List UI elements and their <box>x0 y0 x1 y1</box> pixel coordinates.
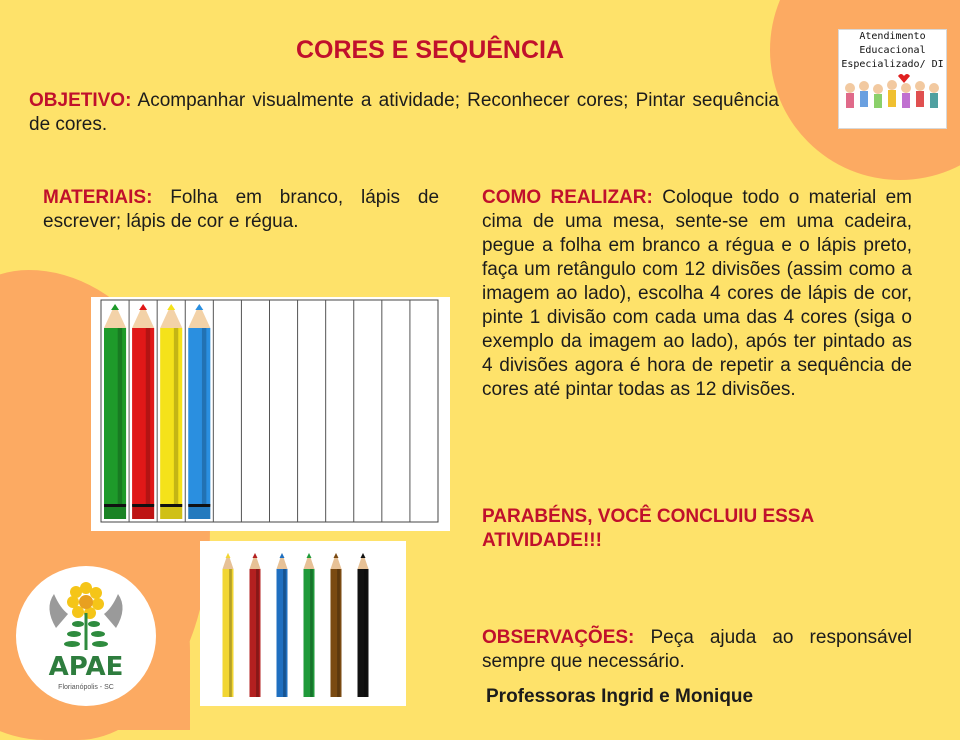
apae-logo <box>16 566 156 706</box>
pencil-lead <box>334 553 339 558</box>
materials-label: MATERIAIS: <box>43 187 153 208</box>
objective-label: OBJETIVO: <box>29 90 132 111</box>
color-sequence-image <box>91 297 450 531</box>
page-title: CORES E SEQUÊNCIA <box>295 36 565 64</box>
aee-logo-line: Especializado/ DI <box>841 59 944 70</box>
children-figures <box>845 74 939 108</box>
materials-text: Folha em branco, lápis de escrever; lápis de cor e régua. <box>43 187 440 232</box>
teachers-credit: Professoras Ingrid e Monique <box>486 686 754 707</box>
sequence-pencil <box>104 304 126 519</box>
observations-text: Peça ajuda ao responsável sempre que necessário. <box>482 627 913 672</box>
children-illustration <box>840 72 945 124</box>
materials-paragraph <box>43 186 439 234</box>
pencil-body <box>104 328 126 506</box>
congrats-message: PARABÉNS, VOCÊ CONCLUIU ESSA ATIVIDADE!!! <box>482 506 814 551</box>
color-sequence-svg <box>91 297 450 531</box>
colored-pencils-image <box>200 541 406 706</box>
sequence-pencil <box>188 304 210 519</box>
pencil-shade <box>337 569 340 697</box>
how-to-paragraph <box>482 186 912 402</box>
sequence-pencil <box>132 304 154 519</box>
pencil-shade <box>364 569 367 697</box>
how-to-text: Coloque todo o material em cima de uma mesa, sente-se em uma cadeira, pegue a folha em branco a régua e o lápis preto, faça um retângulo com 12 divisões (assim como a imagem ao lado), escolha 4 cores de lápis de cor, pinte 1 divisão com cada uma das 4 cores (siga o exemplo da imagem ao lado), após ter pintado as 4 divisões agora é hora de repetir a sequência de cores até pintar todas as 12 divisões. <box>482 187 912 400</box>
pencil-shade <box>310 569 313 697</box>
pencil-body <box>223 569 234 697</box>
pencil-end <box>160 507 182 519</box>
colored-pencil <box>250 553 261 697</box>
objective-paragraph <box>29 89 779 137</box>
pencil-end <box>132 507 154 519</box>
pencil-body <box>277 569 288 697</box>
pencil-lead <box>307 553 312 558</box>
objective-text: Acompanhar visualmente a atividade; Reconhecer cores; Pintar sequência de cores. <box>29 90 779 135</box>
pencil-shade <box>202 328 206 506</box>
how-to-label: COMO REALIZAR: <box>482 187 653 208</box>
colored-pencil <box>223 553 234 697</box>
colored-pencil <box>358 553 369 697</box>
observations-paragraph <box>482 626 912 674</box>
pencil-end <box>104 507 126 519</box>
colored-pencil <box>304 553 315 697</box>
pencil-band <box>160 504 182 507</box>
pencil-shade <box>283 569 286 697</box>
pencil-shade <box>118 328 122 506</box>
observations-label: OBSERVAÇÕES: <box>482 627 635 648</box>
pencil-shade <box>174 328 178 506</box>
pencil-end <box>188 507 210 519</box>
aee-logo-line: Atendimento <box>859 31 926 42</box>
pencil-lead <box>253 553 258 558</box>
colored-pencil <box>277 553 288 697</box>
pencil-shade <box>229 569 232 697</box>
aee-logo <box>838 29 947 129</box>
pencil-band <box>104 504 126 507</box>
pencil-band <box>188 504 210 507</box>
apae-city: Florianópolis - SC <box>58 684 114 691</box>
pencil-lead <box>361 553 366 558</box>
pencil-body <box>132 328 154 506</box>
pencil-shade <box>256 569 259 697</box>
pencil-body <box>160 328 182 506</box>
colored-pencil <box>331 553 342 697</box>
pencil-body <box>188 328 210 506</box>
pencil-lead <box>226 553 231 558</box>
pencil-shade <box>146 328 150 506</box>
aee-logo-line: Educacional <box>859 45 926 56</box>
apae-flower-icon <box>16 566 156 656</box>
pencil-lead <box>280 553 285 558</box>
pencil-body <box>250 569 261 697</box>
pencil-body <box>304 569 315 697</box>
apae-name: APAE <box>48 652 124 682</box>
colored-pencils-svg <box>200 541 406 706</box>
sequence-pencil <box>160 304 182 519</box>
pencil-band <box>132 504 154 507</box>
